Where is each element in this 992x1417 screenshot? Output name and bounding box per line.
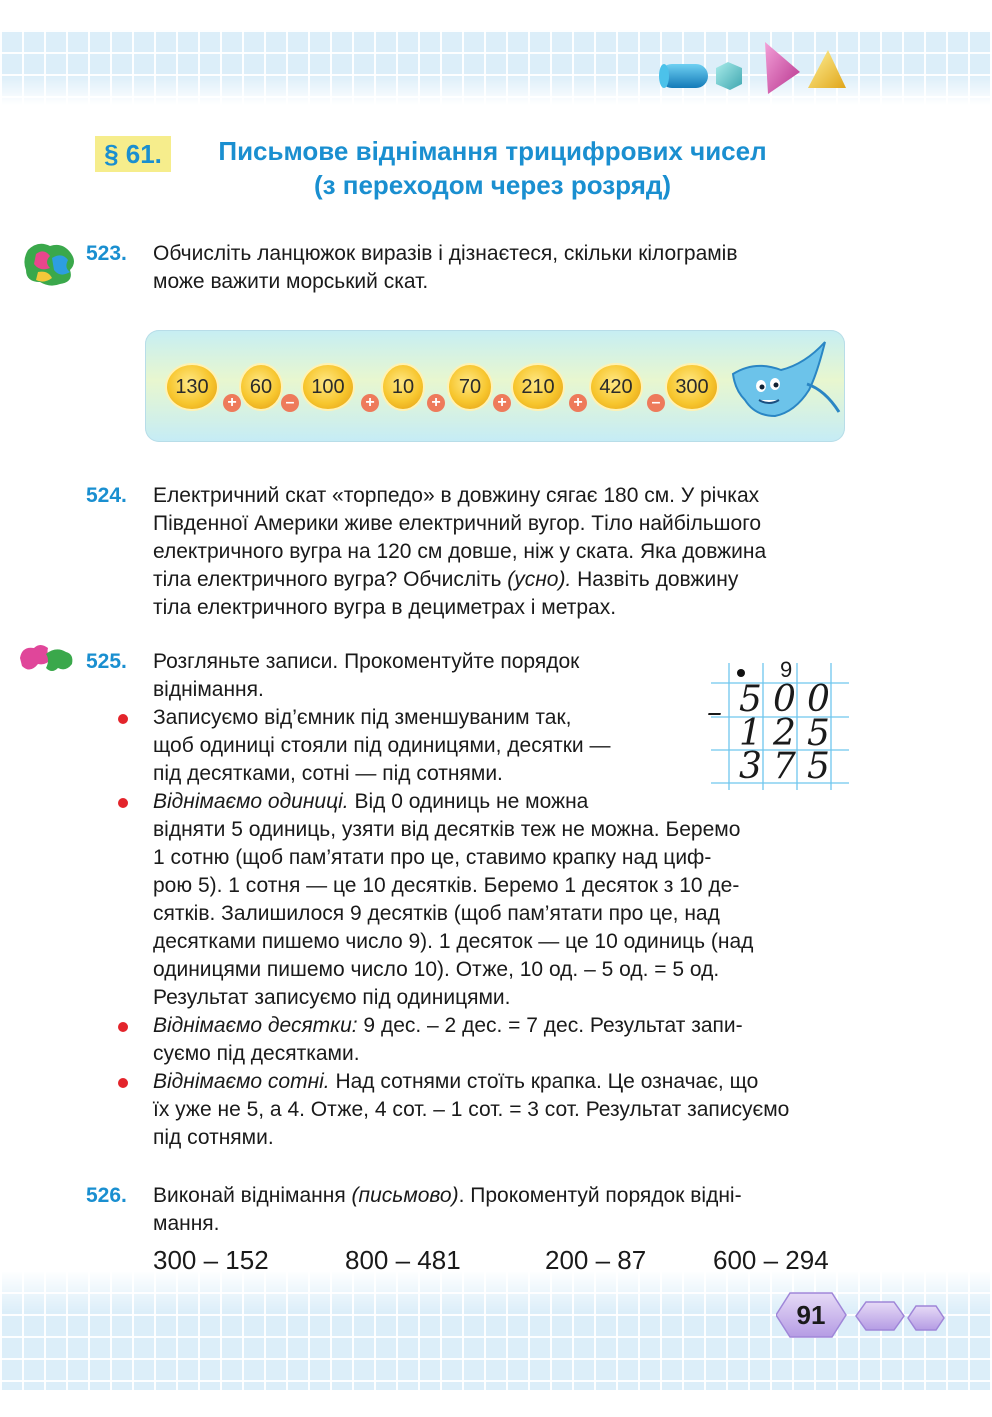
exercise-number: 523. (86, 242, 127, 265)
bullet-point (118, 798, 128, 808)
chain-operator: – (281, 394, 299, 412)
exercise-text (153, 1182, 850, 1238)
digit: 2 (773, 713, 796, 754)
exercise-number: 526. (86, 1184, 127, 1207)
text-line: під сотнями. (153, 1126, 274, 1149)
bullet-point (118, 714, 128, 724)
task: 200 – 87 (545, 1245, 647, 1275)
italic-span: (усно). (507, 568, 572, 591)
text-span: 9 дес. – 2 дес. = 7 дес. Результат запи- (357, 1014, 743, 1037)
text-line: Записуємо від’ємник під зменшуваним так, (153, 706, 572, 729)
text-line (153, 788, 698, 816)
text-line: Обчисліть ланцюжок виразів і дізнаєтеся, скільки кілограмів (153, 242, 738, 265)
text-span: Виконай віднімання (153, 1184, 352, 1207)
exercise-text (153, 648, 698, 704)
italic-span: Віднімаємо одиниці. (153, 790, 349, 813)
text-line: мання. (153, 1212, 220, 1235)
text-line: сятків. Залишилося 9 десятків (щоб пам’ятати про це, над (153, 902, 720, 925)
text-span: Від 0 одиниць не можна (348, 790, 589, 813)
digit: 5 (807, 746, 830, 787)
digit: 1 (739, 713, 762, 754)
text-line: Результат записуємо під одиницями. (153, 986, 511, 1009)
text-line (153, 1182, 850, 1210)
chain-value: 130 (165, 363, 219, 411)
digit: 5 (739, 679, 762, 720)
chain-operator: + (493, 394, 511, 412)
expression-chain (145, 330, 845, 442)
section-badge: § 61. (95, 136, 171, 172)
task: 600 – 294 (713, 1245, 829, 1275)
text-line: тіла електричного вугра в дециметрах і метрах. (153, 596, 617, 619)
puzzle-icon (22, 240, 78, 288)
minus-sign: – (707, 695, 722, 730)
page-number: 91 (796, 1300, 826, 1330)
digit: 3 (739, 746, 762, 787)
text-span: Над сотнями стоїть крапка. Це означає, що (329, 1070, 759, 1093)
bullet-text-continued (153, 816, 850, 1012)
puzzle-pieces-icon (16, 640, 76, 680)
text-line: суємо під десятками. (153, 1042, 360, 1065)
text-line: відняти 5 одиниць, узяти від десятків теж не можна. Беремо (153, 818, 741, 841)
chain-operator: + (569, 394, 587, 412)
text-line: Південної Америки живе електричний вугор. Тіло найбільшого (153, 512, 762, 535)
chain-value: 100 (301, 363, 355, 411)
text-line: десятками пишемо число 9). 1 десяток — це 10 одиниць (над (153, 930, 754, 953)
digit: 7 (773, 746, 796, 787)
italic-span: Віднімаємо сотні. (153, 1070, 330, 1093)
page-title (180, 134, 805, 202)
chain-operator: + (361, 394, 379, 412)
chain-operator: – (647, 394, 665, 412)
text-line: може важити морський скат. (153, 270, 429, 293)
text-line: Електричний скат «торпедо» в довжину сягає 180 см. У річках (153, 484, 760, 507)
bullet-text (153, 1068, 850, 1152)
italic-span: (письмово) (351, 1184, 459, 1207)
task: 800 – 481 (345, 1245, 461, 1275)
digit: 0 (773, 679, 796, 720)
chain-value: 420 (589, 363, 643, 411)
text-span: тіла електричного вугра? Обчисліть (153, 568, 508, 591)
text-line: електричного вугра на 120 см довше, ніж у ската. Яка довжина (153, 540, 767, 563)
text-span: Назвіть довжину (571, 568, 739, 591)
text-line (153, 1068, 850, 1096)
title-line: (з переходом через розряд) (313, 170, 672, 200)
text-line: одиницями пишемо число 10). Отже, 10 од. – 5 од. = 5 од. (153, 958, 720, 981)
stingray-icon (725, 334, 841, 434)
exercise-text (153, 482, 850, 622)
digit: 0 (807, 679, 830, 720)
carry-digit: 9 (780, 657, 793, 682)
exercise-number: 525. (86, 650, 127, 673)
text-line: щоб одиниці стояли під одиницями, десятки — (153, 734, 611, 757)
text-line (153, 1012, 850, 1040)
italic-span: Віднімаємо десятки: (153, 1014, 358, 1037)
text-line: віднімання. (153, 678, 264, 701)
chain-value: 210 (511, 363, 565, 411)
chain-value: 10 (381, 363, 425, 411)
chain-value: 60 (239, 363, 283, 411)
text-span: . Прокоментуй порядок відні- (458, 1184, 742, 1207)
text-line (153, 566, 850, 594)
chain-operator: + (223, 394, 241, 412)
column-subtraction (705, 655, 855, 790)
bullet-point (118, 1078, 128, 1088)
bullet-text (153, 1012, 850, 1068)
digit: 5 (807, 713, 830, 754)
bullet-text (153, 704, 698, 788)
chain-value: 300 (665, 363, 719, 411)
task: 300 – 152 (153, 1245, 269, 1275)
chain-operator: + (427, 394, 445, 412)
text-line: 1 сотню (щоб пам’ятати про це, ставимо крапку над циф- (153, 846, 712, 869)
chain-value: 70 (447, 363, 493, 411)
text-line: їх уже не 5, а 4. Отже, 4 сот. – 1 сот. = 3 сот. Результат записуємо (153, 1098, 790, 1121)
geometric-shapes-icon (650, 40, 850, 100)
exercise-number: 524. (86, 484, 127, 507)
bullet-text (153, 788, 698, 816)
text-line: Розгляньте записи. Прокоментуйте порядок (153, 650, 580, 673)
exercise-text (153, 240, 850, 296)
bullet-point (118, 1022, 128, 1032)
text-line: рою 5). 1 сотня — це 10 десятків. Беремо 1 десяток з 10 де- (153, 874, 740, 897)
title-line: Письмове віднімання трицифрових чисел (218, 136, 767, 166)
text-line: під десятками, сотні — під сотнями. (153, 762, 503, 785)
